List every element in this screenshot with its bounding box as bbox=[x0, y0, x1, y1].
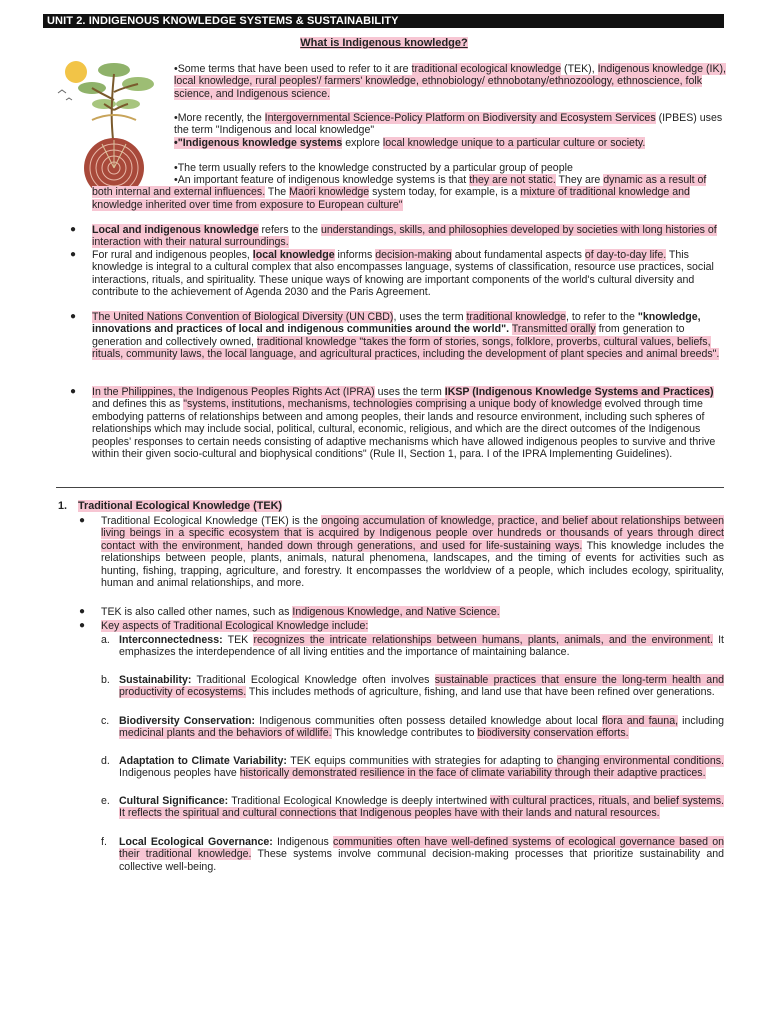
intro-p2: •More recently, the Intergovernmental Science-Policy Platform on Biodiversity and Ecosystem Services (IPBES) uses the term "Indigenous and local knowledge" bbox=[174, 112, 723, 137]
unit-title-bar: UNIT 2. INDIGENOUS KNOWLEDGE SYSTEMS & SUSTAINABILITY bbox=[43, 14, 724, 28]
intro-p4: •The term usually refers to the knowledge constructed by a particular group of people bbox=[174, 162, 573, 174]
bullet-dot-icon: ● bbox=[70, 249, 77, 260]
bullet-local-knowledge: ● Local and indigenous knowledge refers to the understandings, skills, and philosophies developed by societies with long histories of interaction with their natural surroundings. bbox=[70, 224, 717, 249]
bullet-rural-peoples: ● For rural and indigenous peoples, local knowledge informs decision-making about fundamental aspects of day-to-day life. This knowledge is integral to a cultural complex that also encompasses language, systems of classification, resource use practices, social interactions, rituals, and spirituality. These unique ways of knowing are important components of the world's cultural diversity and contribute to the achievement of Agenda 2030 and the Paris Agreement. bbox=[70, 249, 714, 299]
tek-item-biodiversity: c. Biodiversity Conservation: Indigenous communities often possess detailed knowledge about local flora and fauna, including medicinal plants and the behaviors of wildlife. This knowledge contributes to biodiversity conservation efforts. bbox=[101, 715, 724, 740]
tek-definition: ● Traditional Ecological Knowledge (TEK) is the ongoing accumulation of knowledge, practice, and belief about relationships between living beings in a specific ecosystem that is acquired by Indigenous people over hundreds or thousands of years through direct contact with the environment, handed down through generations, and used for life-sustaining ways. This knowledge includes the relationships between people, plants, animals, natural phenomena, landscapes, and the timing of events for activities such as hunting, fishing, trapping, agriculture, and forestry. It encompasses the worldview of a people, which includes ecology, spirituality, human and animal relationships, and more. bbox=[79, 515, 725, 590]
bullet-un-cbd: ● The United Nations Convention of Biological Diversity (UN CBD), uses the term traditional knowledge, to refer to the "knowledge, innovations and practices of local and indigenous communities around the world". Transmitted orally from generation to generation and collectively owned, traditional knowledge "takes the form of stories, songs, folklore, proverbs, cultural values, beliefs, rituals, community laws, the local language, and agricultural practices, including the development of plant species and animal breeds". bbox=[70, 311, 720, 361]
tek-other-names: ● TEK is also called other names, such as Indigenous Knowledge, and Native Science. bbox=[79, 606, 500, 618]
tek-item-governance: f. Local Ecological Governance: Indigenous communities often have well-defined systems of ecological governance based on their traditional knowledge. These systems involve communal decision-making processes that prioritize sustainability and collective well-being. bbox=[101, 836, 725, 873]
bullet-dot-icon: ● bbox=[79, 515, 86, 526]
intro-p5: •An important feature of indigenous knowledge systems is that they are not static. They are dynamic as a result of both internal and external influences. The Maori knowledge system today, for example, is a mixture of traditional knowledge and knowledge inherited over time from exposure to European culture" bbox=[92, 174, 707, 211]
tek-item-interconnectedness: a. Interconnectedness: TEK recognizes the intricate relationships between humans, plants, animals, and the environment. It emphasizes the interdependence of all living entities and the importance of maintaining balance. bbox=[101, 634, 724, 659]
tek-item-sustainability: b. Sustainability: Traditional Ecological Knowledge often involves sustainable practices that ensure the long-term health and productivity of ecosystems. This includes methods of agriculture, fishing, and land use that have been refined over generations. bbox=[101, 674, 724, 699]
bullet-ipra: ● In the Philippines, the Indigenous Peoples Rights Act (IPRA) uses the term IKSP (Indigenous Knowledge Systems and Practices) and defines this as "systems, institutions, mechanisms, technologies comprising a unique body of knowledge evolved through time embodying patterns of relationships between and among peoples, their lands and resource environment, including such spheres of relationships which may include social, political, cultural, economic, religious, and which are the direct outcomes of the Indigenous peoples' responses to certain needs consisting of adaptive mechanisms which have allowed indigenous peoples to survive and thrive within their given socio-cultural and biophysical conditions" (Rule II, Section 1, para. I of the IPRA Implementing Guidelines). bbox=[70, 386, 716, 461]
tek-item-cultural: e. Cultural Significance: Traditional Ecological Knowledge is deeply intertwined with cultural practices, rituals, and belief systems. It reflects the spiritual and cultural connections that Indigenous peoples have with their lands and natural resources. bbox=[101, 795, 724, 820]
section-title: What is Indigenous knowledge? bbox=[300, 37, 468, 49]
bullet-dot-icon: ● bbox=[70, 386, 77, 397]
intro-p3: •"Indigenous knowledge systems explore local knowledge unique to a particular culture or society. bbox=[174, 137, 646, 149]
bullet-dot-icon: ● bbox=[79, 620, 86, 631]
document-page: UNIT 2. INDIGENOUS KNOWLEDGE SYSTEMS & SUSTAINABILITY What is Indigenous knowledge? •Some terms that have been used to refer to it are traditional ecological knowledge (TEK), Indigenous knowledge (IK), local knowledge, rural peoples'/ farmers' knowledge, ethnobiology/ ethnobotany/ethnozoology, ethnoscience, folk science, and Indigenous science. •More recently, the Intergovernmental Science-Policy Platform on Biodiversity and Ecosystem Services (IPBES) uses the term "Indigenous and local knowledge" •"Indigenous knowledge systems explore local knowledge unique to a particular culture or society. •The term usually refers to the knowledge constructed by a particular group of people •An important feature of indigenous knowledge systems is that they are not static. They are dynamic as a result of both internal and external influences. The Maori knowledge system today, for example, is a mixture of traditional knowledge and knowledge inherited over time from exposure to European culture" ● Local and indigenous knowledge refers to the understandings, skills, and philosophies developed by societies with long histories of interaction with their natural surroundings. ● For rural and indigenous peoples, local knowledge informs decision-making about fundamental aspects of day-to-day life. This knowledge is integral to a cultural complex that also encompasses language, systems of classification, resource use practices, social interactions, rituals, and spirituality. These unique ways of knowing are important components of the world's cultural diversity and contribute to the achievement of Agenda 2030 and the Paris Agreement. ● The United Nations Convention of Biological Diversity (UN CBD), uses the term traditional knowledge, to refer to the "knowledge, innovations and practices of local and indigenous communities around the world". Transmitted orally from generation to generation and collectively owned, traditional knowledge "takes the form of stories, songs, folklore, proverbs, cultural values, beliefs, rituals, community laws, the local language, and agricultural practices, including the development of plant species and animal breeds". ● In the Philippines, the Indigenous Peoples Rights Act (IPRA) uses the term IKSP (Indigenous Knowledge Systems and Practices) and defines this as "systems, institutions, mechanisms, technologies comprising a unique body of knowledge evolved through time embodying patterns of relationships between and among peoples, their lands and resource environment, including such spheres of relationships which may include social, political, cultural, economic, religious, and which are the direct outcomes of the Indigenous peoples' responses to certain needs consisting of adaptive mechanisms which have allowed indigenous peoples to survive and thrive within their given socio-cultural and biophysical conditions" (Rule II, Section 1, para. I of the IPRA Implementing Guidelines). 1. Traditional Ecological Knowledge (TEK) ● Traditional Ecological Knowledge (TEK) is the ongoing accumulation of knowledge, practice, and belief about relationships between living beings in a specific ecosystem that is acquired by Indigenous people over hundreds or thousands of years through direct contact with the environment, handed down through generations, and used for life-sustaining ways. This knowledge includes the relationships between people, plants, animals, natural phenomena, landscapes, and the timing of events for activities such as hunting, fishing, trapping, agriculture, and forestry. It encompasses the worldview of a people, which includes ecology, spirituality, human and animal relationships, and more. ● TEK is also called other names, such as Indigenous Knowledge, and Native Science. ● Key aspects of Traditional Ecological Knowledge include: a. Interconnectedness: TEK recognizes the intricate relationships between humans, plants, animals, and the environment. It emphasizes the interdependence of all living entities and the importance of maintaining balance. b. Sustainability: Traditional Ecological Knowledge often involves sustainable practices that ensure the long-term health and productivity of ecosystems. This includes methods of agriculture, fishing, and land use that have been refined over generations. c. Biodiversity Conservation: Indigenous communities often possess detailed knowledge about local flora and fauna, including medicinal plants and the behaviors of wildlife. This knowledge contributes to biodiversity conservation efforts. d. Adaptation to Climate Variability: TEK equips communities with strategies for adapting to changing environmental conditions. Indigenous peoples have historically demonstrated resilience in the face of climate variability through their adaptive practices. e. Cultural Significance: Traditional Ecological Knowledge is deeply intertwined with cultural practices, rituals, and belief systems. It reflects the spiritual and cultural connections that Indigenous peoples have with their lands and natural resources. f. Local Ecological Governance: Indigenous communities often have well-defined systems of ecological governance based on their traditional knowledge. These systems involve communal decision-making processes that prioritize sustainability and collective well-being. bbox=[0, 0, 768, 1024]
section-divider bbox=[56, 487, 724, 488]
tek-item-adaptation: d. Adaptation to Climate Variability: TEK equips communities with strategies for adapting to changing environmental conditions. Indigenous peoples have historically demonstrated resilience in the face of climate variability through their adaptive practices. bbox=[101, 755, 724, 780]
bullet-dot-icon: ● bbox=[70, 311, 77, 322]
bullet-dot-icon: ● bbox=[70, 224, 77, 235]
intro-p1: •Some terms that have been used to refer to it are traditional ecological knowledge (TEK), Indigenous knowledge (IK), local knowledge, rural peoples'/ farmers' knowledge, ethnobiology/ ethnobotany/ethnozoology, ethnoscience, folk science, and Indigenous science. bbox=[174, 63, 726, 100]
tek-key-aspects: ● Key aspects of Traditional Ecological Knowledge include: bbox=[79, 620, 369, 632]
bullet-dot-icon: ● bbox=[79, 606, 86, 617]
